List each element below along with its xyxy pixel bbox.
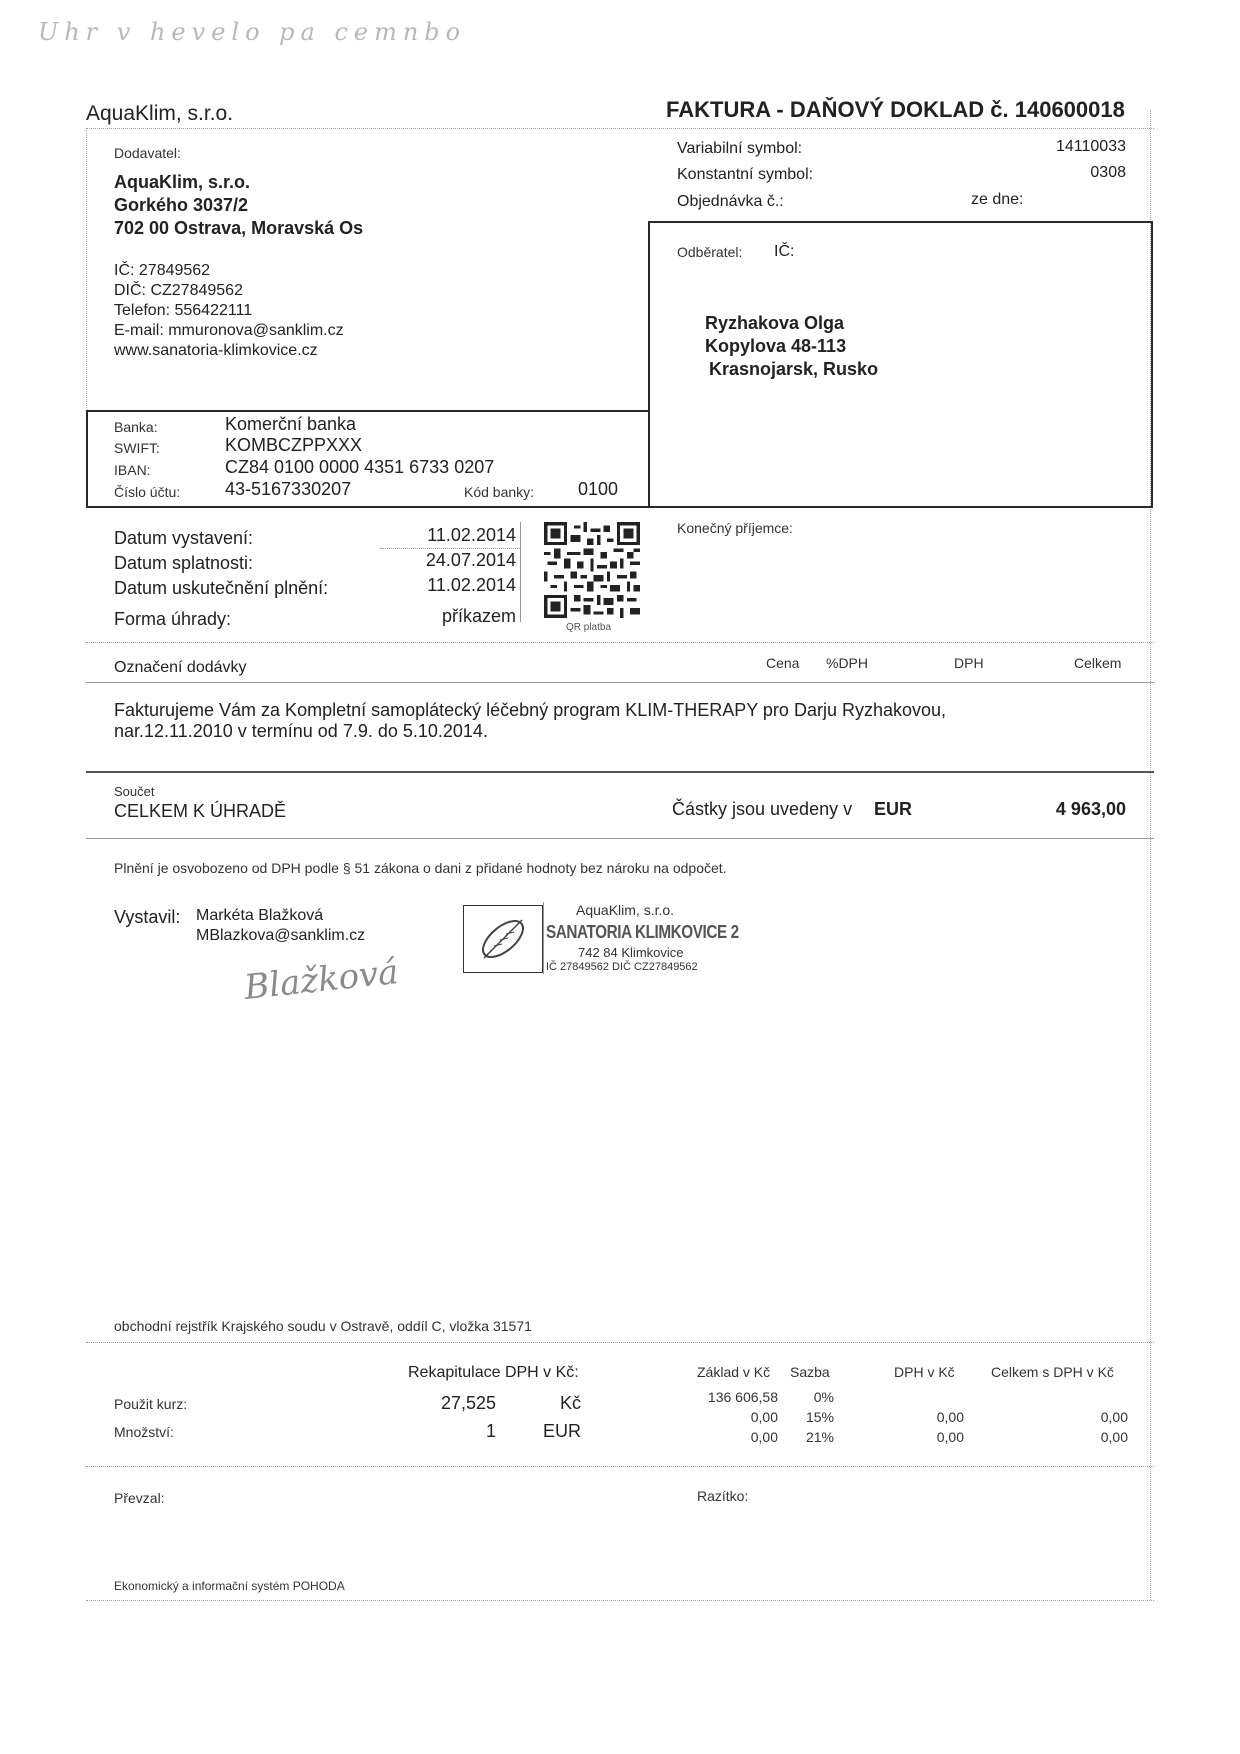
qr-code (544, 522, 640, 618)
vat-note: Plnění je osvobozeno od DPH podle § 51 zákona o dani z přidané hodnoty bez nároku na odpočet. (114, 860, 727, 876)
stamp-brand: SANATORIA KLIMKOVICE 2 (546, 922, 739, 942)
swift-value: KOMBCZPPXXX (225, 435, 363, 455)
rate-label: Použit kurz: (114, 1396, 188, 1412)
rate-value: 27,525 (440, 1393, 496, 1413)
recap-header-base: Základ v Kč (697, 1364, 771, 1380)
recap-row-0-rate: 0% (813, 1389, 834, 1405)
stamp-label: Razítko: (697, 1488, 749, 1504)
received-label: Převzal: (114, 1490, 165, 1506)
sum-label: Součet (114, 784, 155, 799)
variable-symbol-value: 14110033 (1056, 138, 1126, 155)
supplier-phone: Telefon: 556422111 (114, 302, 253, 319)
due-value: 24.07.2014 (425, 550, 516, 570)
constant-symbol-value: 0308 (1090, 164, 1126, 181)
recap-row-2-base: 0,00 (750, 1429, 778, 1445)
currency: EUR (874, 799, 913, 819)
total-amount: 4 963,00 (1055, 799, 1126, 819)
supplier-ic: IČ: 27849562 (114, 262, 211, 279)
constant-symbol-label: Konstantní symbol: (677, 166, 814, 183)
recap-header-rate: Sazba (790, 1364, 830, 1380)
recap-row-2-total: 0,00 (1100, 1429, 1128, 1445)
supplier-email: E-mail: mmuronova@sanklim.cz (114, 322, 344, 339)
swift-label: SWIFT: (114, 440, 160, 456)
taxable-value: 11.02.2014 (427, 575, 516, 595)
items-top-rule (86, 642, 1154, 643)
issuer-name: Markéta Blažková (196, 907, 324, 924)
due-label: Datum splatnosti: (114, 553, 254, 573)
stamp-ids: IČ 27849562 DIČ CZ27849562 (546, 961, 698, 973)
order-label: Objednávka č.: (677, 193, 784, 210)
qty-label: Množství: (114, 1424, 174, 1440)
stamp-logo-box (463, 905, 543, 973)
issuer-email: MBlazkova@sanklim.cz (196, 927, 366, 944)
stamp-company: AquaKlim, s.r.o. (576, 902, 675, 918)
bank-value: Komerční banka (225, 414, 357, 434)
total-header: Celkem (1074, 655, 1122, 671)
recap-title: Rekapitulace DPH v Kč: (408, 1364, 579, 1381)
iban-label: IBAN: (114, 462, 151, 478)
supplier-city: 702 00 Ostrava, Moravská Os (114, 218, 364, 238)
vat-header: DPH (954, 655, 984, 671)
bank-code-value: 0100 (578, 479, 619, 499)
variable-symbol-label: Variabilní symbol: (677, 140, 803, 157)
payment-label: Forma úhrady: (114, 609, 232, 629)
header-rule (86, 128, 1154, 129)
stamp-divider (543, 902, 544, 974)
customer-label: Odběratel: (677, 244, 743, 260)
customer-ic-label: IČ: (774, 243, 795, 260)
supplier-name: AquaKlim, s.r.o. (114, 172, 251, 192)
total-due-label: CELKEM K ÚHRADĚ (114, 801, 287, 821)
issued-underline (380, 548, 520, 549)
header-company: AquaKlim, s.r.o. (86, 102, 234, 125)
recap-bottom-rule (86, 1466, 1154, 1467)
dates-divider (520, 522, 521, 622)
recap-row-2-rate: 21% (805, 1429, 834, 1445)
qty-unit: EUR (543, 1421, 582, 1441)
account-label: Číslo účtu: (114, 484, 181, 500)
payment-value: příkazem (441, 606, 516, 626)
issuer-label: Vystavil: (114, 907, 181, 927)
recap-row-1-base: 0,00 (750, 1409, 778, 1425)
signature: Blažková (242, 952, 401, 1008)
qr-label: QR platba (566, 622, 612, 633)
currency-note: Částky jsou uvedeny v (672, 799, 853, 819)
totals-bottom-rule (86, 838, 1154, 839)
registry-rule (86, 1342, 1154, 1343)
recap-header-total: Celkem s DPH v Kč (991, 1364, 1114, 1380)
totals-top-rule (86, 771, 1154, 773)
recap-row-1-vat: 0,00 (936, 1409, 964, 1425)
registry-note: obchodní rejstřík Krajského soudu v Ostravě, oddíl C, vložka 31571 (114, 1318, 532, 1334)
invoice-title: FAKTURA - DAŇOVÝ DOKLAD č. 140600018 (666, 97, 1125, 122)
customer-city: Krasnojarsk, Rusko (709, 359, 879, 379)
supplier-dic: DIČ: CZ27849562 (114, 282, 243, 299)
system-note: Ekonomický a informační systém POHODA (114, 1579, 345, 1593)
bank-label: Banka: (114, 419, 158, 435)
qty-value: 1 (485, 1421, 496, 1441)
account-value: 43-5167330207 (225, 479, 352, 499)
rate-unit: Kč (560, 1393, 582, 1413)
bank-code-label: Kód banky: (464, 484, 535, 500)
stamp-address: 742 84 Klimkovice (578, 945, 684, 960)
recap-row-1-total: 0,00 (1100, 1409, 1128, 1425)
footer-rule (86, 1600, 1154, 1601)
order-date-label: ze dne: (971, 191, 1024, 208)
description-line-1: Fakturujeme Vám za Kompletní samoplátecký léčebný program KLIM-THERAPY pro Darju Ryzhakovou, (114, 700, 947, 720)
supplier-web: www.sanatoria-klimkovice.cz (114, 342, 318, 359)
recap-row-0-base: 136 606,58 (707, 1389, 778, 1405)
designation-header: Označení dodávky (114, 659, 247, 676)
supplier-label: Dodavatel: (114, 145, 181, 161)
supplier-street: Gorkého 3037/2 (114, 195, 249, 215)
price-header: Cena (766, 655, 800, 671)
customer-name: Ryzhakova Olga (705, 313, 845, 333)
final-recipient-label: Konečný příjemce: (677, 520, 793, 536)
left-margin-line (86, 130, 87, 410)
vat-pct-header: %DPH (826, 655, 869, 671)
description-line-2: nar.12.11.2010 v termínu od 7.9. do 5.10.2014. (114, 721, 488, 741)
recap-row-1-rate: 15% (805, 1409, 834, 1425)
customer-street: Kopylova 48-113 (705, 336, 847, 356)
handwritten-note: Uhr v hevelo pa cemnbo (38, 18, 467, 46)
issued-value: 11.02.2014 (427, 525, 516, 545)
issued-label: Datum vystavení: (114, 528, 254, 548)
recap-row-2-vat: 0,00 (936, 1429, 964, 1445)
leaf-icon (464, 906, 542, 972)
recap-header-vat: DPH v Kč (894, 1364, 955, 1380)
iban-value: CZ84 0100 0000 4351 6733 0207 (225, 457, 495, 477)
items-header-rule (86, 682, 1154, 683)
taxable-label: Datum uskutečnění plnění: (114, 578, 329, 598)
